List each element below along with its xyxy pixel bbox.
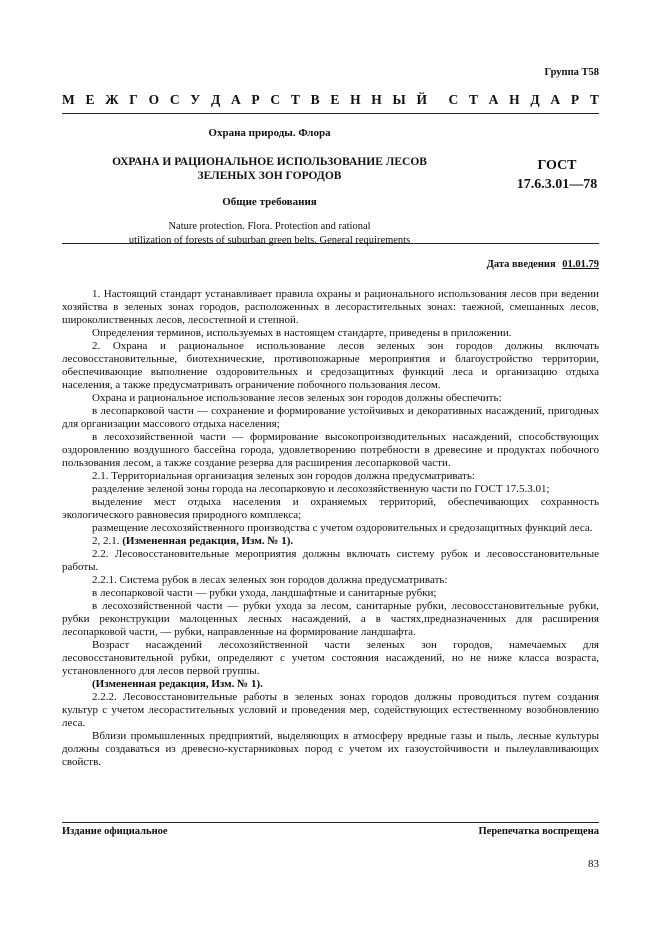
paragraph: 2.1. Территориальная организация зеленых зон городов должна предусматривать: [92,470,475,482]
banner-letter: Р [570,92,580,107]
title-divider [62,243,599,244]
banner-letter: С [448,92,459,107]
paragraph: Охрана и рациональное использование лесов зеленых зон городов должны обеспечить: [92,392,502,404]
paragraph: в лесохозяйственной части — формирование высокопроизводительных насаждений, способствующих оздоровлению воздушного бассейна города, удовлетворению потребности в древесине и продуктах побочного пользования лесом, а также создание резерва для расширения лесопарковой части. [62,431,599,469]
group-code: Группа Т58 [544,67,599,78]
paragraph: размещение лесохозяйственного производства с учетом оздоровительных и средозащитных функций леса. [92,522,593,534]
paragraph: выделение мест отдыха населения и охраняемых территорий, обеспечивающих сохранность экологического равновесия природного комплекса; [62,496,599,521]
subtitle: Общие требования [222,196,317,208]
paragraph: Определения терминов, используемых в настоящем стандарте, приведены в приложении. [92,327,512,339]
paragraph: Вблизи промышленных предприятий, выделяющих в атмосферу вредные газы и пыль, лесные культуры должны создаваться из древесно-кустарниковых пород с учетом их газоустойчивости и пылеулавливающих свойств. [62,730,599,768]
amendment-note [62,678,599,691]
amendment-prefix: 2, 2.1. [92,535,123,547]
banner-letter: Д [210,92,221,107]
paragraph: 2.2.1. Система рубок в лесах зеленых зон городов должна предусматривать: [92,574,448,586]
category-title: Охрана природы. Флора [208,127,331,139]
amendment-text: (Измененная редакция, Изм. № 1). [122,535,294,547]
banner-letter: Т [290,92,300,107]
document-body [62,288,599,769]
banner-letter: О [148,92,160,107]
main-title-line: ЗЕЛЕНЫХ ЗОН ГОРОДОВ [197,170,342,182]
banner-letter: Ж [105,92,119,107]
banner-letter: Т [468,92,478,107]
paragraph: 2.2.2. Лесовосстановительные работы в зеленых зонах городов должны проводиться путем создания культур с учетом лесорастительных условий и проведения мер, содействующих естественному возобновлению леса. [62,691,599,729]
reprint-prohibited-label: Перепечатка воспрещена [478,826,599,837]
paragraph: в лесохозяйственной части — рубки ухода за лесом, санитарные рубки, лесовосстановительные рубки, рубки реконструкции малоценных лесных насаждений, а в частях,предназначенных для расширения лесопарковой части, — рубки, направленные на формирование ландшафта. [62,600,599,638]
banner-letter: Й [416,92,428,107]
banner-letter: Е [330,92,340,107]
banner-letter: А [488,92,499,107]
effective-date-value: 01.01.79 [562,259,599,270]
paragraph: 2. Охрана и рациональное использование лесов зеленых зон городов должны включать лесовосстановительные, биотехнические, противопожарные мероприятия и благоустройство территории, обеспечивающие выполнение оздоровительных и средозащитных функций леса и организацию отдыха населения, а также предусматривать ограничение побочного пользования лесом. [62,340,599,391]
official-edition-label: Издание официальное [62,826,168,837]
gost-designation [487,158,627,193]
banner-letter: Р [251,92,260,107]
standard-banner [62,92,599,108]
paragraph: Возраст насаждений лесохозяйственной части зеленых зон городов, намечаемых для лесовосстановительной рубки, определяют с учетом состояния насаждений, но не ниже класса возраста, установленного для лесов первой группы. [62,639,599,677]
effective-date [487,259,599,270]
footer-divider [62,822,599,823]
banner-letter: Н [350,92,361,107]
main-title-line: ОХРАНА И РАЦИОНАЛЬНОЕ ИСПОЛЬЗОВАНИЕ ЛЕСОВ [112,156,427,168]
english-title-line: Nature protection. Flora. Protection and rational [168,221,371,232]
gost-number: 17.6.3.01—78 [516,177,598,192]
amendment-note [62,535,599,548]
gost-label: ГОСТ [537,158,577,173]
banner-letter: А [550,92,561,107]
banner-letter: С [270,92,281,107]
paragraph: разделение зеленой зоны города на лесопарковую и лесохозяйственную части по ГОСТ 17.5.3.01; [92,483,550,495]
paragraph: в лесопарковой части — сохранение и формирование устойчивых и декоративных насаждений, пригодных для организации массового отдыха населения; [62,405,599,430]
english-title-line: utilization of forests of suburban green belts. General requirements [128,235,411,246]
title-block [62,127,477,248]
main-title [62,155,477,183]
banner-letter: А [230,92,241,107]
amendment-text: (Измененная редакция, Изм. № 1). [92,678,263,690]
banner-letter: Е [85,92,95,107]
page-number: 83 [588,858,599,870]
paragraph: 1. Настоящий стандарт устанавливает правила охраны и рационального использования лесов при ведении хозяйства в зеленых зонах городов, расположенных в лесорастительных зонах: таежной, смешанных лесов, широколиственных лесов, лесостепной и степной. [62,288,599,326]
banner-letter: Т [589,92,599,107]
banner-letter: С [169,92,180,107]
banner-letter: Ы [392,92,406,107]
banner-letter: Д [530,92,540,107]
banner-letter: Н [509,92,520,107]
effective-date-label: Дата введения [486,259,556,270]
paragraph: 2.2. Лесовосстановительные мероприятия должны включать систему рубок и лесовосстановительные работы. [62,548,599,573]
header-divider [62,113,599,114]
banner-letter: Н [371,92,382,107]
paragraph: в лесопарковой части — рубки ухода, ландшафтные и санитарные рубки; [92,587,437,599]
banner-letter: М [62,92,75,107]
banner-letter: В [310,92,320,107]
banner-letter: У [190,92,201,107]
banner-letter: Г [129,92,138,107]
